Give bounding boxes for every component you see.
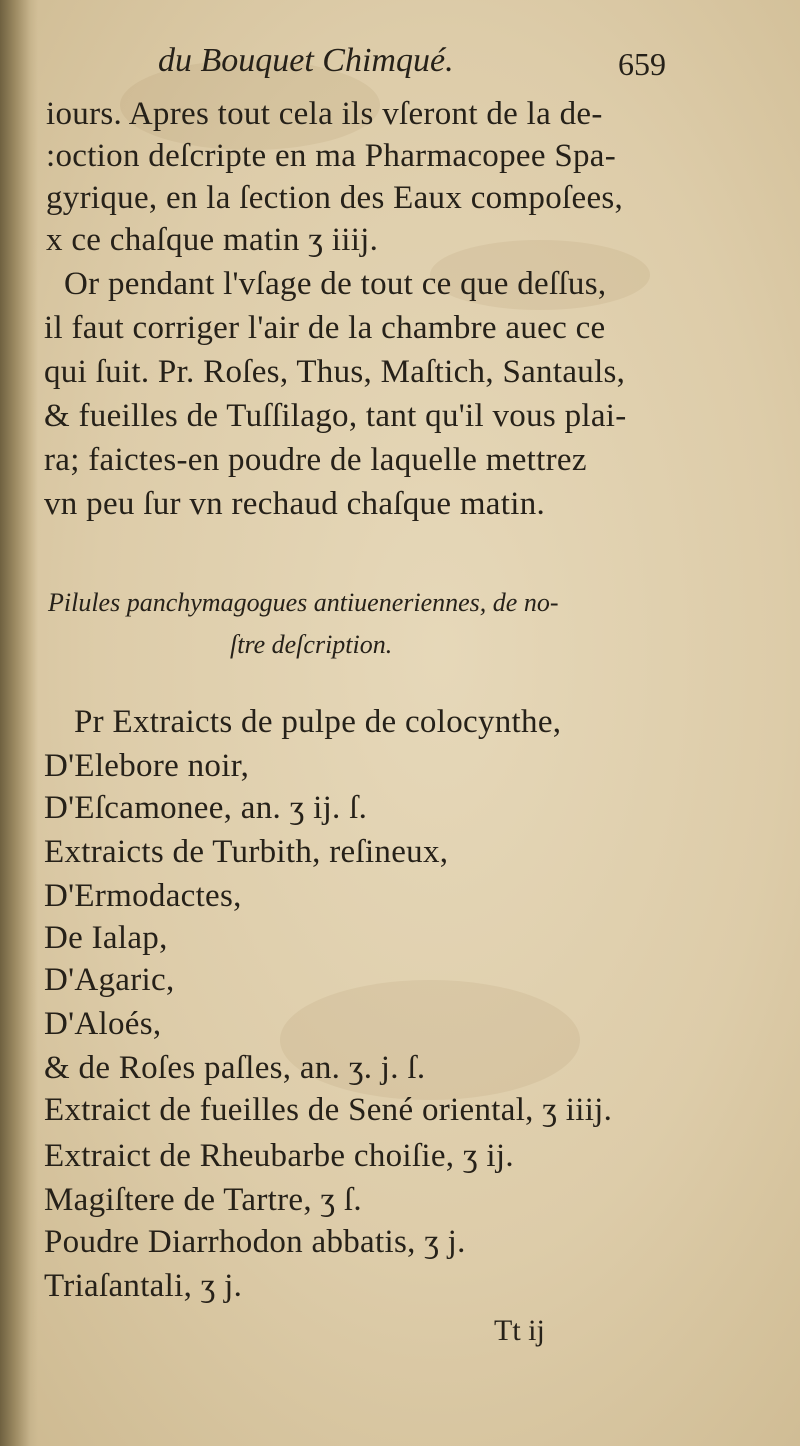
recipe-line: D'Eſcamonee, an. ʒ ij. ſ. bbox=[44, 790, 368, 826]
text-line: gyrique, en la ſection des Eaux compoſees, bbox=[46, 180, 624, 216]
recipe-line: D'Ermodactes, bbox=[44, 878, 242, 914]
text-line: qui ſuit. Pr. Roſes, Thus, Maſtich, Santauls, bbox=[44, 354, 626, 390]
text-line: Or pendant l'vſage de tout ce que deſſus, bbox=[64, 266, 607, 302]
recipe-line: Extraict de fueilles de Sené oriental, ʒ iiij. bbox=[44, 1092, 613, 1128]
recipe-line: D'Agaric, bbox=[44, 962, 175, 998]
recipe-line: De Ialap, bbox=[44, 920, 168, 956]
recipe-line: Magiſtere de Tartre, ʒ ſ. bbox=[44, 1182, 362, 1218]
recipe-line: Extraicts de Turbith, reſineux, bbox=[44, 834, 449, 870]
binding-gutter bbox=[0, 0, 38, 1446]
recipe-line: Poudre Diarrhodon abbatis, ʒ j. bbox=[44, 1224, 466, 1260]
section-title: ſtre deſcription. bbox=[230, 630, 393, 659]
running-title: du Bouquet Chimqué. bbox=[158, 42, 454, 79]
text-line: & fueilles de Tuſſilago, tant qu'il vous plai- bbox=[44, 398, 627, 434]
text-line: x ce chaſque matin ʒ iiij. bbox=[46, 222, 379, 258]
section-title: Pilules panchymagogues antiueneriennes, de no- bbox=[48, 588, 559, 617]
text-line: iours. Apres tout cela ils vſeront de la de- bbox=[46, 96, 603, 132]
text-line: il faut corriger l'air de la chambre auec ce bbox=[44, 310, 606, 346]
recipe-line: D'Aloés, bbox=[44, 1006, 162, 1042]
recipe-line: Pr Extraicts de pulpe de colocynthe, bbox=[74, 704, 562, 740]
recipe-line: D'Elebore noir, bbox=[44, 748, 250, 784]
page-number: 659 bbox=[618, 46, 666, 82]
recipe-line: Triaſantali, ʒ j. bbox=[44, 1268, 243, 1304]
text-line: vn peu ſur vn rechaud chaſque matin. bbox=[44, 486, 546, 522]
recipe-line: & de Roſes paſles, an. ʒ. j. ſ. bbox=[44, 1050, 426, 1086]
signature-mark: Tt ij bbox=[494, 1314, 545, 1347]
recipe-line: Extraict de Rheubarbe choiſie, ʒ ij. bbox=[44, 1138, 514, 1174]
text-line: ra; faictes-en poudre de laquelle mettrez bbox=[44, 442, 587, 478]
text-line: :oction deſcripte en ma Pharmacopee Spa- bbox=[46, 138, 617, 174]
